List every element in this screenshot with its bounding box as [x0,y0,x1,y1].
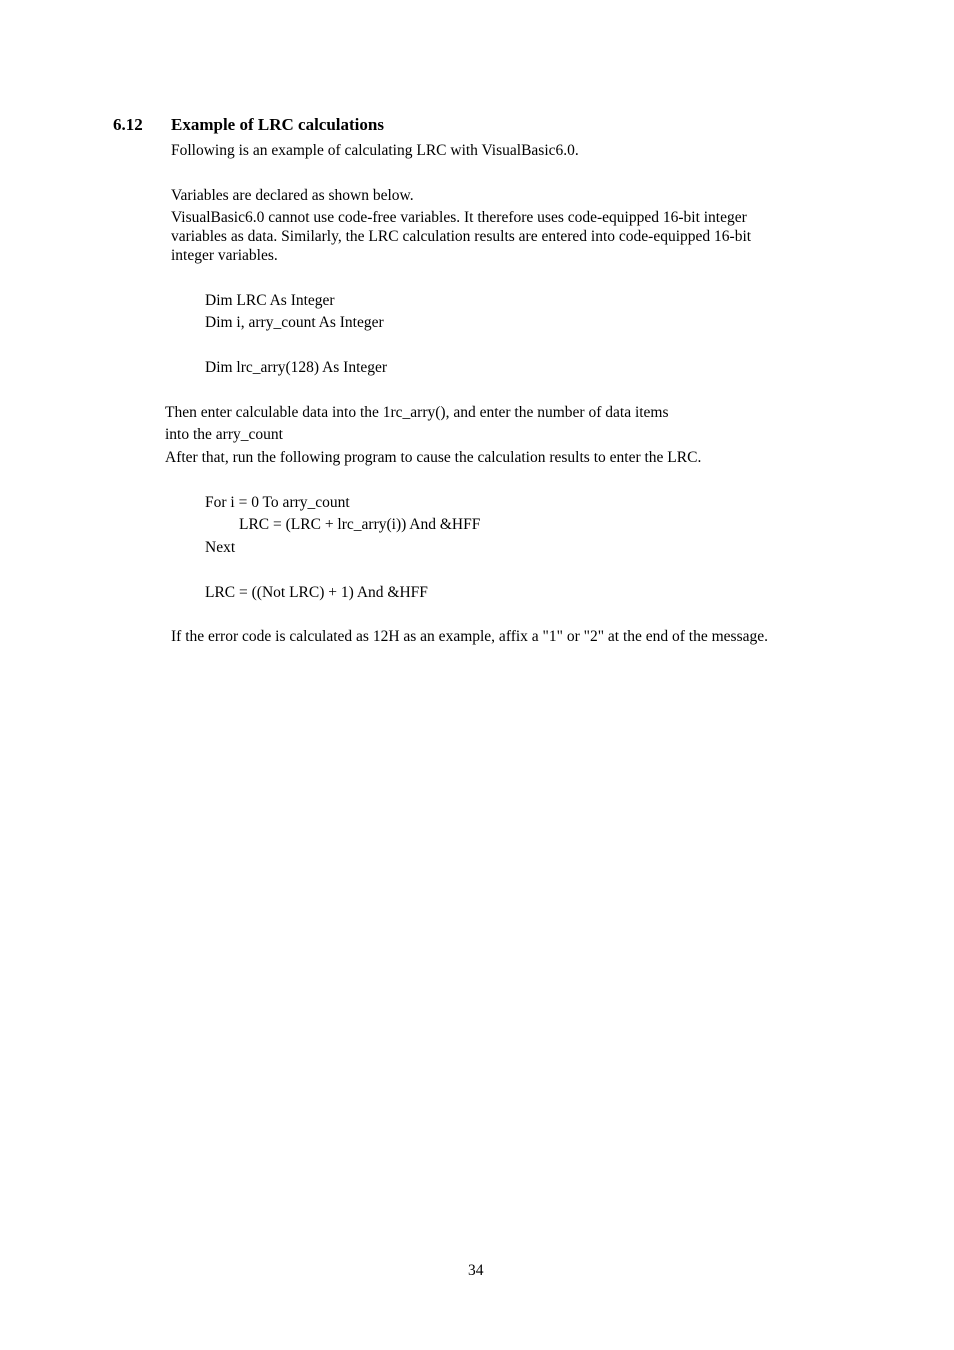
page-number: 34 [468,1262,484,1279]
section-number: 6.12 [113,115,143,134]
code-declaration: Dim LRC As Integer [205,292,335,309]
variables-desc-line: variables as data. Similarly, the LRC calculation results are entered into code-equipped 16-bit [171,228,752,245]
code-declaration: Dim i, arry_count As Integer [205,314,384,331]
data-text-line: into the arry_count [165,426,283,443]
section-title: Example of LRC calculations [171,115,384,134]
data-text-line: After that, run the following program to cause the calculation results to enter the LRC. [165,449,702,466]
note-text: If the error code is calculated as 12H as an example, affix a "1" or "2" at the end of the message. [171,628,768,645]
variables-desc-line: integer variables. [171,247,278,264]
code-declaration: Dim lrc_arry(128) As Integer [205,359,388,376]
code-line: Next [205,539,236,556]
intro-text: Following is an example of calculating LRC with VisualBasic6.0. [171,142,579,159]
variables-intro: Variables are declared as shown below. [171,187,414,204]
code-line: LRC = ((Not LRC) + 1) And &HFF [205,584,428,601]
variables-desc-line: VisualBasic6.0 cannot use code-free variables. It therefore uses code-equipped 16-bit integer [171,209,747,226]
data-text-line: Then enter calculable data into the 1rc_arry(), and enter the number of data items [165,404,669,421]
code-line: For i = 0 To arry_count [205,494,350,511]
code-line: LRC = (LRC + lrc_arry(i)) And &HFF [239,516,481,533]
